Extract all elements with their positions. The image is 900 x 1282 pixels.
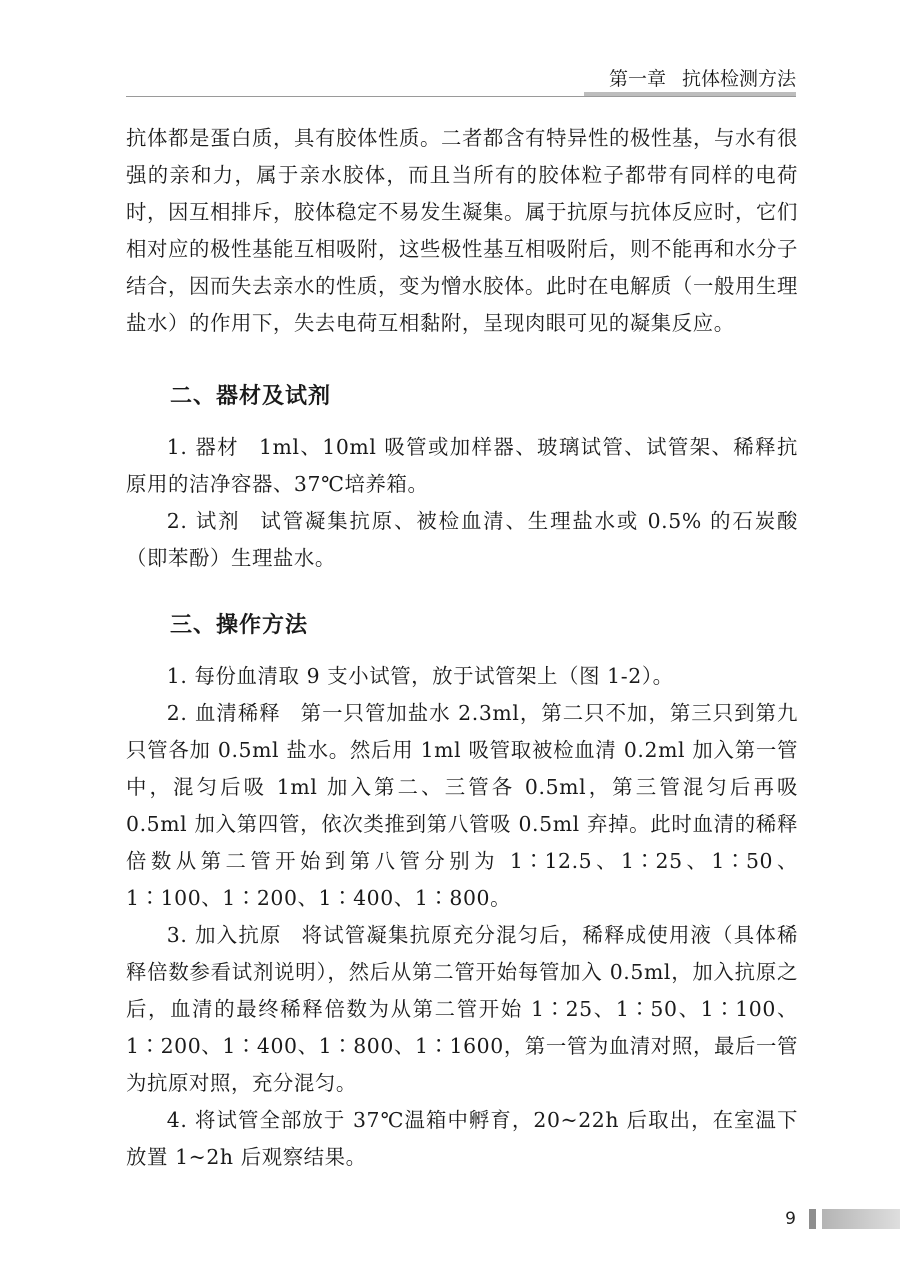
running-head	[609, 62, 796, 92]
item-label: 2. 试剂	[166, 509, 241, 533]
chapter-title: 抗体检测方法	[681, 67, 796, 90]
section-heading-materials: 二、器材及试剂	[170, 384, 332, 409]
section-heading-procedure: 三、操作方法	[170, 613, 309, 638]
header-rule	[126, 96, 796, 97]
step-text: 1. 每份血清取 9 支小试管，放于试管架上（图 1-2）。	[166, 664, 674, 688]
procedure-step-4	[126, 1102, 798, 1176]
step-label: 3. 加入抗原	[166, 923, 282, 947]
chapter-number: 第一章	[608, 67, 666, 90]
procedure-step-3	[126, 917, 798, 1102]
step-text: 第一只管加盐水 2.3ml，第二只不加，第三只到第九只管各加 0.5ml 盐水。然后用 1ml 吸管取被检血清 0.2ml 加入第一管中，混匀后吸 1ml 加入第二、三管各 0.5ml，第三管混匀后再吸 0.5ml 加入第四管，依次类推到第八管吸 0.5ml 弃掉。此时血清的稀释倍数从第二管开始到第八管分别为 1∶12.5、1∶25、1∶50、1∶100、1∶200、1∶400、1∶800。	[126, 701, 798, 910]
step-text: 将试管凝集抗原充分混匀后，稀释成使用液（具体稀释倍数参看试剂说明），然后从第二管开始每管加入 0.5ml，加入抗原之后，血清的最终稀释倍数为从第二管开始 1∶25、1∶50、1∶100、1∶200、1∶400、1∶800、1∶1600，第一管为血清对照，最后一管为抗原对照，充分混匀。	[126, 923, 798, 1095]
page-number-separator	[809, 1209, 816, 1229]
item-text: 1ml、10ml 吸管或加样器、玻璃试管、试管架、稀释抗原用的洁净容器、37℃培养箱。	[126, 435, 798, 496]
step-label: 2. 血清稀释	[166, 701, 281, 725]
materials-item-equipment	[126, 429, 798, 503]
item-text: 试管凝集抗原、被检血清、生理盐水或 0.5% 的石炭酸（即苯酚）生理盐水。	[126, 509, 799, 570]
procedure-step-2	[126, 695, 798, 917]
page-body	[126, 120, 798, 1176]
procedure-step-1	[126, 658, 798, 695]
page-number: 9	[785, 1209, 796, 1229]
item-label: 1. 器材	[166, 435, 239, 459]
intro-paragraph: 抗体都是蛋白质，具有胶体性质。二者都含有特异性的极性基，与水有很强的亲和力，属于亲水胶体，而且当所有的胶体粒子都带有同样的电荷时，因互相排斥，胶体稳定不易发生凝集。属于抗原与抗体反应时，它们相对应的极性基能互相吸附，这些极性基互相吸附后，则不能再和水分子结合，因而失去亲水的性质，变为憎水胶体。此时在电解质（一般用生理盐水）的作用下，失去电荷互相黏附，呈现肉眼可见的凝集反应。	[126, 126, 798, 335]
materials-item-reagents	[126, 503, 798, 577]
step-text: 4. 将试管全部放于 37℃温箱中孵育，20~22h 后取出，在室温下放置 1~2h 后观察结果。	[126, 1108, 798, 1169]
footer-accent-bar	[822, 1209, 900, 1229]
page-footer	[0, 1206, 900, 1232]
